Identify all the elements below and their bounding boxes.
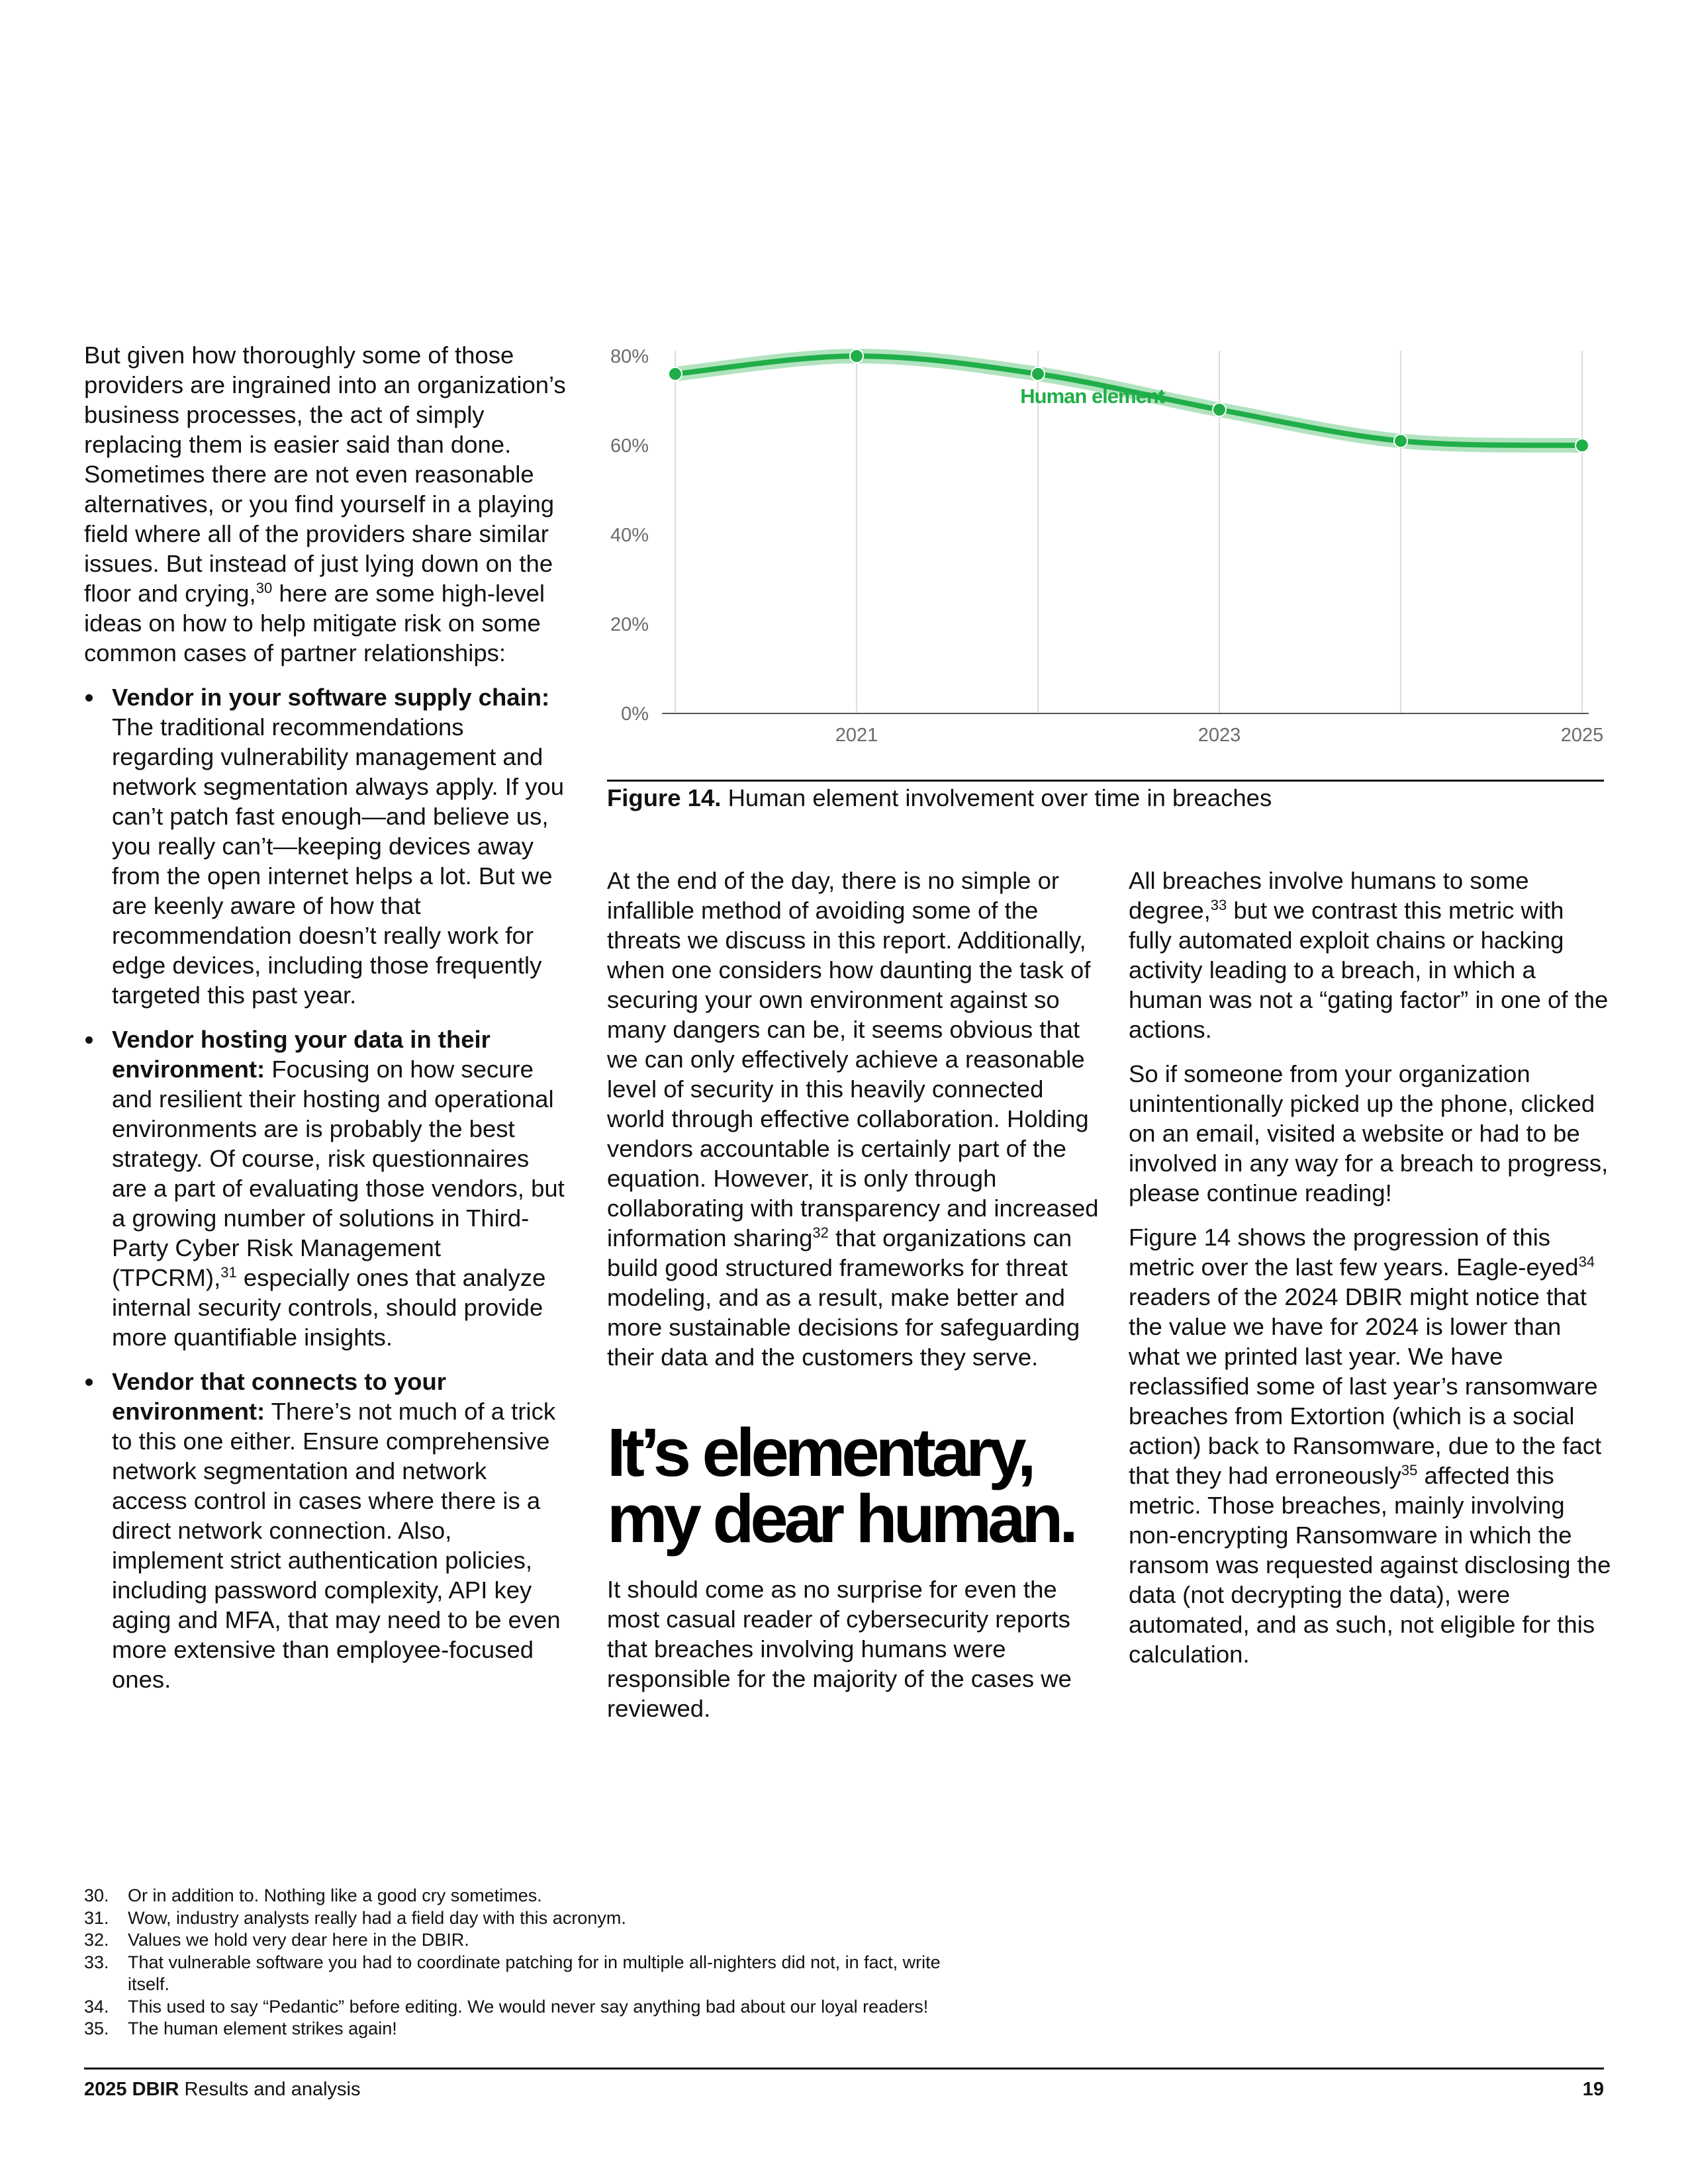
data-point-2020 xyxy=(669,367,682,381)
footnote-32 xyxy=(84,1929,1209,1952)
paragraph-text-end: affected this metric. Those breaches, mainly involving non-encrypting Ransomware in which the ransom was requested against disclosing the data (not decrypting the data), were automated, and as such, not eligible for this calculation. xyxy=(1129,1462,1611,1668)
figure-label: Figure 14. xyxy=(607,784,722,811)
paragraph-text: At the end of the day, there is no simple or infallible method of avoiding some of the threats we discuss in this report. Additionally, when one considers how daunting the task of securing your own environment against so many dangers can be, it seems obvious that we can only effectively achieve a reasonable level of security in this heavily connected world through effective collaboration. Holding vendors accountable is certainly part of the equation. However, it is only through collaborating with transparency and increased information sharing xyxy=(607,867,1099,1251)
footer-running-title xyxy=(84,2077,361,2101)
y-tick-label-20: 20% xyxy=(610,614,649,635)
footnote-ref-30[interactable]: 30 xyxy=(256,579,273,596)
footnote-ref-31[interactable]: 31 xyxy=(220,1263,237,1281)
footnote-34 xyxy=(84,1996,1209,2019)
footnote-31 xyxy=(84,1907,1209,1930)
section-heading: It’s elementary, my dear human. xyxy=(607,1414,1074,1557)
paragraph-text: All breaches involve humans to some degree, xyxy=(1129,867,1529,924)
x-tick-label-2021: 2021 xyxy=(835,725,878,746)
bullet-text-cont: especially ones that analyze internal security controls, should provide more quantifiable insights. xyxy=(112,1264,546,1351)
page-number: 19 xyxy=(1582,2079,1604,2100)
paragraph-text-cont: but we contrast this metric with fully automated exploit chains or hacking activity leading to a breach, in which a human was not a “gating factor” in one of the actions. xyxy=(1129,897,1609,1043)
figure-caption-text: Human element involvement over time in breaches xyxy=(721,784,1272,811)
footnote-text: The human element strikes again! xyxy=(128,2019,397,2038)
footnotes xyxy=(84,1885,1209,2040)
y-tick-label-40: 40% xyxy=(610,525,649,546)
bullet-text: Focusing on how secure and resilient their hosting and operational environments are is probably the best strategy. Of course, risk questionnaires are a part of evaluating those vendors, but a growing number of solutions in Third-Party Cyber Risk Management (TPCRM), xyxy=(112,1056,565,1291)
y-tick-label-60: 60% xyxy=(610,435,649,457)
footnote-ref-33[interactable]: 33 xyxy=(1210,896,1227,913)
humans-degree-paragraph xyxy=(1129,866,1612,1044)
bullet-software-supply-chain xyxy=(84,682,567,1010)
paragraph-text: Figure 14 shows the progression of this metric over the last few years. Eagle-eyed xyxy=(1129,1224,1579,1281)
figure-rule xyxy=(607,780,1604,782)
series-label: Human element xyxy=(1020,385,1165,408)
human-element-chart xyxy=(596,331,1615,754)
footnote-35 xyxy=(84,2018,1209,2040)
human-breach-paragraph: It should come as no surprise for even the most casual reader of cybersecurity reports that breaches involving humans were responsible for the majority of the cases we reviewed. xyxy=(607,1576,1072,1722)
figure-progression-paragraph xyxy=(1129,1222,1612,1669)
footnote-33 xyxy=(84,1952,1209,1996)
data-point-2022 xyxy=(1031,367,1045,381)
intro-text: But given how thoroughly some of those providers are ingrained into an organization’s business processes, the act of simply replacing them is easier said than done. Sometimes there are not even reasonable alternatives, or you find yourself in a playing field where all of the providers share similar issues. But instead of just lying down on the floor and crying, xyxy=(84,341,566,607)
footnote-text: That vulnerable software you had to coordinate patching for in multiple all-nighters did not, in fact, write itself. xyxy=(128,1952,941,1994)
paragraph-text-cont: that organizations can build good structured frameworks for threat modeling, and as a result, make better and more sustainable decisions for safeguarding their data and the customers they serve. xyxy=(607,1224,1080,1371)
bullet-connects-environment xyxy=(84,1367,567,1694)
data-point-2024 xyxy=(1394,434,1407,447)
footnote-number: 33. xyxy=(84,1952,109,1972)
footnote-text: Wow, industry analysts really had a field day with this acronym. xyxy=(128,1907,626,1928)
left-column xyxy=(84,340,567,1709)
bullet-text: The traditional recommendations regarding vulnerability management and network segmentation always apply. If you can’t patch fast enough—and believe us, you really can’t—keeping devices away from the open internet helps a lot. But we are keenly aware of how that recommendation doesn’t really work for edge devices, including those frequently targeted this past year. xyxy=(112,713,565,1009)
footnote-number: 32. xyxy=(84,1930,109,1950)
chart-canvas xyxy=(596,331,1615,754)
bullet-hosting-data xyxy=(84,1024,567,1352)
footnote-number: 31. xyxy=(84,1907,109,1928)
footer-rule xyxy=(84,2068,1604,2070)
footnote-number: 30. xyxy=(84,1886,109,1905)
collaboration-paragraph xyxy=(607,866,1103,1372)
footnote-text: This used to say “Pedantic” before editing. We would never say anything bad about our loyal readers! xyxy=(128,1996,929,2017)
y-tick-label-80: 80% xyxy=(610,346,649,367)
paragraph-text-cont: readers of the 2024 DBIR might notice that the value we have for 2024 is lower than what we printed last year. We have reclassified some of last year’s ransomware breaches from Extortion (which is a social action) back to Ransomware, due to the fact that they had erroneously xyxy=(1129,1283,1602,1489)
footnote-number: 34. xyxy=(84,1996,109,2017)
figure-caption xyxy=(607,782,1604,814)
data-point-2025 xyxy=(1575,439,1589,452)
bullet-title: Vendor in your software supply chain: xyxy=(112,684,550,711)
footnote-ref-32[interactable]: 32 xyxy=(812,1224,829,1241)
footnote-text: Or in addition to. Nothing like a good cry sometimes. xyxy=(128,1886,542,1905)
footnote-ref-34[interactable]: 34 xyxy=(1578,1253,1595,1270)
right-column xyxy=(1129,866,1612,1684)
y-tick-label-0: 0% xyxy=(621,704,649,725)
middle-column xyxy=(607,866,1103,1738)
vendor-bullet-list xyxy=(84,682,567,1694)
footnote-ref-35[interactable]: 35 xyxy=(1401,1461,1418,1479)
footnote-30 xyxy=(84,1885,1209,1907)
data-point-2021 xyxy=(850,349,863,363)
intro-paragraph xyxy=(84,340,567,668)
continue-reading-paragraph: So if someone from your organization unintentionally picked up the phone, clicked on an email, visited a website or had to be involved in any way for a breach to progress, please continue reading! xyxy=(1129,1060,1609,1206)
intro-text-cont: here are some high-level ideas on how to help mitigate risk on some common cases of partner relationships: xyxy=(84,580,545,666)
x-tick-label-2025: 2025 xyxy=(1560,725,1604,746)
footnote-number: 35. xyxy=(84,2019,109,2038)
bullet-title: Vendor that connects to your environment: xyxy=(112,1368,446,1425)
data-point-2023 xyxy=(1213,403,1226,416)
bullet-title: Vendor hosting your data in their environment: xyxy=(112,1026,491,1083)
footer-report-name: 2025 DBIR xyxy=(84,2079,179,2100)
x-tick-label-2023: 2023 xyxy=(1197,725,1241,746)
footnote-text: Values we hold very dear here in the DBIR. xyxy=(128,1930,469,1950)
bullet-text: There’s not much of a trick to this one either. Ensure comprehensive network segmentation and network access control in cases where there is a direct network connection. Also, implement strict authentication policies, including password complexity, API key aging and MFA, that may need to be even more extensive than employee-focused ones. xyxy=(112,1398,561,1693)
footer-section-name: Results and analysis xyxy=(179,2079,361,2100)
